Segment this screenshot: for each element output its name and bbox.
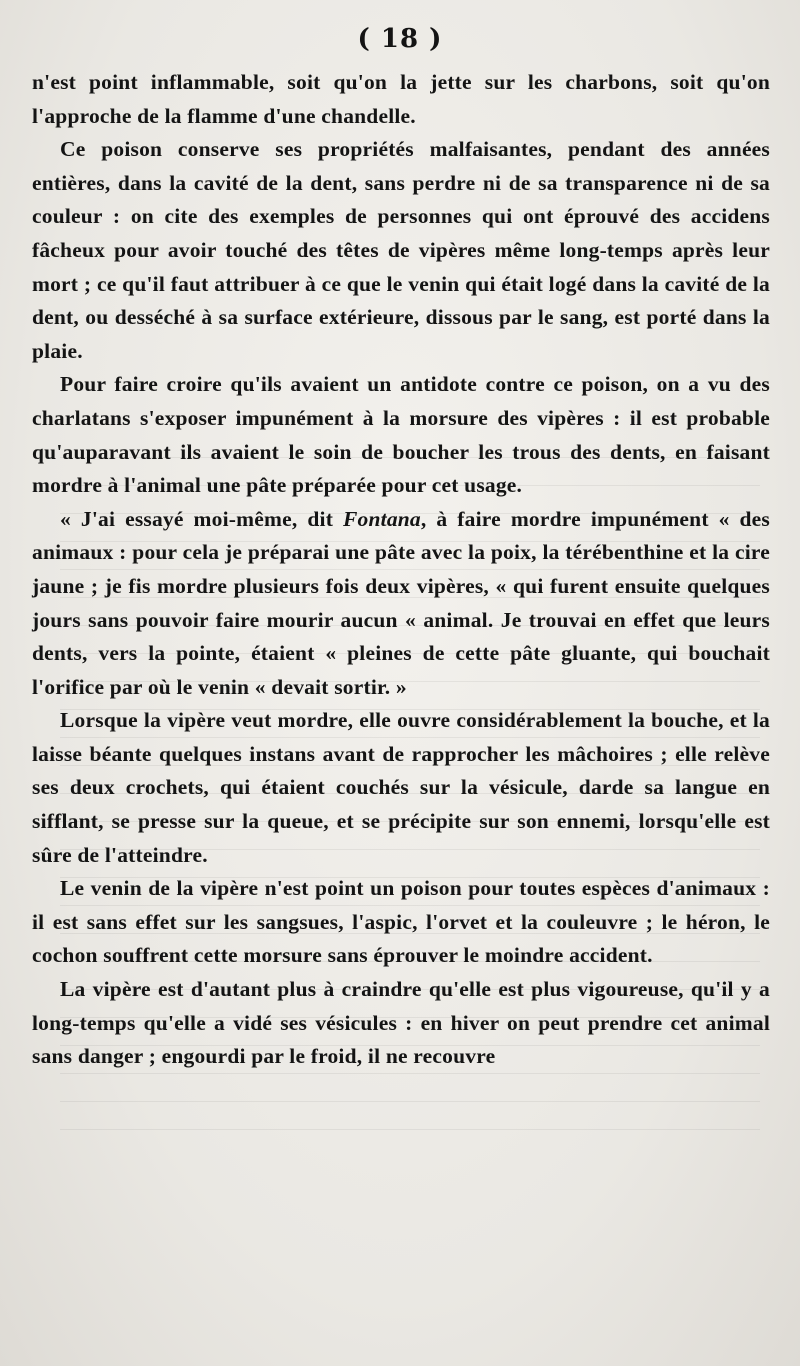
quotation-paragraph [32, 503, 770, 705]
paragraph: Pour faire croire qu'ils avaient un antidote contre ce poison, on a vu des charlatans s'exposer impunément à la morsure des vipères : il est probable qu'auparavant ils avaient le soin de boucher les trous des dents, en faisant mordre à l'animal une pâte préparée pour cet usage. [32, 372, 770, 498]
paragraph: Le venin de la vipère n'est point un poison pour toutes espèces d'animaux : il est sans effet sur les sangsues, l'aspic, l'orvet et la couleuvre ; le héron, le cochon souffrent cette morsure sans éprouver le moindre accident. [32, 876, 770, 968]
paragraph: Ce poison conserve ses propriétés malfaisantes, pendant des années entières, dans la cavité de la dent, sans perdre ni de sa transparence ni de sa couleur : on cite des exemples de personnes qui ont éprouvé des accidens fâcheux pour avoir touché des têtes de vipères même long-temps après leur mort ; ce qu'il faut attribuer à ce que le venin qui était logé dans la cavité de la dent, ou desséché à sa surface extérieure, dissous par le sang, est porté dans la plaie. [32, 137, 770, 363]
page-number: ( 18 ) [357, 24, 443, 54]
quote-text-start: « J'ai essayé moi-même, dit [60, 506, 343, 531]
quote-text-rest: , à faire mordre impunément « des animaux : pour cela je préparai une pâte avec la poix, la térébenthine et la cire jaune ; je fis mordre plusieurs fois deux vipères, « qui furent ensuite quelques jours sans pouvoir faire mourir aucun « animal. Je trouvai en effet que leurs dents, vers la pointe, étaient « pleines de cette pâte gluante, qui bouchait l'orifice par où le venin « devait sortir. » [32, 506, 770, 699]
paragraph: Lorsque la vipère veut mordre, elle ouvre considérablement la bouche, et la laisse béante quelques instans avant de rapprocher les mâchoires ; elle relève ses deux crochets, qui étaient couchés sur la vésicule, darde sa langue en sifflant, se presse sur la queue, et se précipite sur son ennemi, lorsqu'elle est sûre de l'atteindre. [32, 708, 770, 867]
quoted-author: Fontana [343, 506, 421, 531]
paragraph: La vipère est d'autant plus à craindre qu'elle est plus vigoureuse, qu'il y a long-temps qu'elle a vidé ses vésicules : en hiver on peut prendre cet animal sans danger ; engourdi par le froid, il ne recouvre [32, 977, 770, 1069]
paragraph-continuation: n'est point inflammable, soit qu'on la jette sur les charbons, soit qu'on l'approche de la flamme d'une chandelle. [32, 70, 770, 128]
page-body [32, 66, 770, 1074]
